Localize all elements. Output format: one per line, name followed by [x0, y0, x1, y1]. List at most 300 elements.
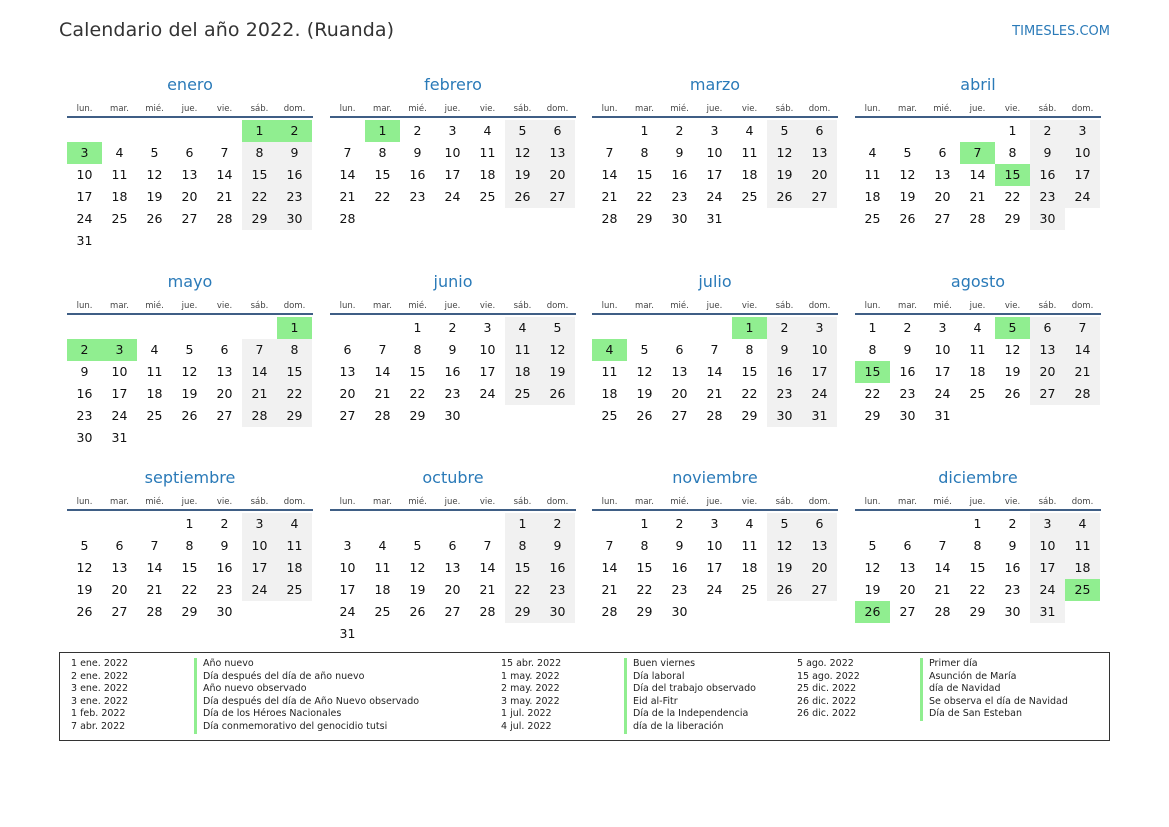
calendar-day: 19	[540, 361, 575, 383]
legend-holiday-name: Día conmemorativo del genocidio tutsi	[194, 721, 387, 734]
calendar-day: 28	[216, 211, 233, 226]
calendar-day: 31	[111, 430, 128, 445]
holiday-day: 2	[67, 339, 102, 361]
legend-date: 5 ago. 2022	[797, 658, 854, 669]
calendar-day: 14	[1065, 339, 1100, 361]
legend-date: 15 ago. 2022	[797, 670, 860, 682]
calendar-day: 19	[899, 189, 916, 204]
empty-cell	[435, 208, 470, 230]
calendar-day: 27	[339, 408, 356, 423]
calendar-day: 4	[483, 123, 492, 138]
calendar-day: 6	[220, 342, 229, 357]
legend-holiday-name: Eid al-Fitr	[624, 696, 678, 709]
calendar-day: 8	[378, 145, 387, 160]
calendar-day: 29	[741, 408, 758, 423]
empty-cell	[890, 120, 925, 142]
weekday-label: vie.	[479, 301, 496, 311]
weekday-label: sáb.	[1038, 301, 1057, 311]
calendar-day: 25	[505, 383, 540, 405]
calendar-day: 31	[802, 405, 837, 427]
day-grid	[67, 513, 313, 623]
empty-cell	[662, 317, 697, 339]
holiday-legend	[59, 652, 1110, 741]
calendar-day: 26	[146, 211, 163, 226]
month-name: marzo	[689, 75, 741, 94]
calendar-day: 5	[767, 120, 802, 142]
calendar-day: 7	[1065, 317, 1100, 339]
calendar-day: 30	[899, 408, 916, 423]
calendar-day: 13	[1030, 339, 1065, 361]
weekday-header	[330, 296, 576, 315]
page-title: Calendario del año 2022. (Ruanda)	[59, 19, 395, 41]
weekday-label: jue.	[444, 104, 461, 114]
calendar-day: 21	[934, 582, 951, 597]
legend-holiday-name: Día después del día de Año Nuevo observado	[194, 696, 419, 709]
calendar-day: 22	[864, 386, 881, 401]
weekday-label: mié.	[145, 301, 164, 311]
calendar-day: 16	[671, 167, 688, 182]
legend-column	[60, 658, 419, 734]
calendar-day: 22	[181, 582, 198, 597]
empty-cell	[925, 513, 960, 535]
weekday-label: lun.	[339, 104, 356, 114]
calendar-day: 26	[767, 579, 802, 601]
calendar-day: 5	[185, 342, 194, 357]
empty-cell	[767, 601, 802, 623]
weekday-label: vie.	[741, 104, 758, 114]
calendar-day: 12	[636, 364, 653, 379]
empty-cell	[365, 317, 400, 339]
legend-date: 4 jul. 2022	[501, 720, 552, 732]
calendar-day: 13	[181, 167, 198, 182]
calendar-day: 21	[601, 189, 618, 204]
calendar-day: 20	[802, 557, 837, 579]
legend-holiday-name: Año nuevo observado	[194, 683, 307, 696]
day-grid	[330, 513, 576, 645]
weekday-label: lun.	[864, 497, 881, 507]
calendar-day: 12	[767, 142, 802, 164]
holiday-day: 2	[277, 120, 312, 142]
calendar-day: 1	[1008, 123, 1017, 138]
calendar-day: 21	[706, 386, 723, 401]
calendar-day: 24	[339, 604, 356, 619]
empty-cell	[400, 208, 435, 230]
calendar-day: 11	[864, 167, 881, 182]
weekday-label: lun.	[864, 301, 881, 311]
weekday-header	[330, 99, 576, 118]
calendar-day: 8	[868, 342, 877, 357]
weekday-header	[855, 492, 1101, 511]
calendar-day: 23	[1030, 186, 1065, 208]
empty-cell	[242, 601, 277, 623]
weekday-label: sáb.	[513, 497, 532, 507]
calendar-day: 5	[767, 513, 802, 535]
empty-cell	[732, 208, 767, 230]
calendar-day: 25	[741, 582, 758, 597]
month-octubre	[330, 466, 576, 645]
calendar-day: 22	[242, 186, 277, 208]
weekday-label: dom.	[283, 104, 306, 114]
holiday-day: 15	[855, 361, 890, 383]
calendar-day: 10	[934, 342, 951, 357]
weekday-label: dom.	[808, 301, 831, 311]
legend-holiday-name: Día después del día de año nuevo	[194, 671, 364, 684]
calendar-day: 29	[181, 604, 198, 619]
calendar-day: 19	[181, 386, 198, 401]
empty-cell	[592, 513, 627, 535]
calendar-day: 22	[374, 189, 391, 204]
legend-date: 25 dic. 2022	[797, 683, 857, 695]
calendar-day: 25	[969, 386, 986, 401]
weekday-label: jue.	[969, 104, 986, 114]
calendar-day: 5	[505, 120, 540, 142]
empty-cell	[172, 427, 207, 449]
calendar-day: 18	[969, 364, 986, 379]
weekday-label: lun.	[339, 301, 356, 311]
calendar-day: 14	[969, 167, 986, 182]
calendar-day: 13	[802, 142, 837, 164]
calendar-day: 10	[111, 364, 128, 379]
calendar-day: 20	[339, 386, 356, 401]
legend-date: 3 ene. 2022	[71, 683, 128, 695]
legend-date: 26 dic. 2022	[797, 708, 857, 720]
calendar-day: 2	[767, 317, 802, 339]
calendar-day: 11	[505, 339, 540, 361]
empty-cell	[207, 427, 242, 449]
calendar-day: 9	[540, 535, 575, 557]
empty-cell	[732, 601, 767, 623]
calendar-day: 6	[448, 538, 457, 553]
weekday-label: lun.	[601, 497, 618, 507]
calendar-day: 15	[636, 560, 653, 575]
weekday-label: vie.	[741, 497, 758, 507]
calendar-day: 15	[374, 167, 391, 182]
day-grid	[855, 120, 1101, 230]
empty-cell	[505, 208, 540, 230]
empty-cell	[400, 623, 435, 645]
calendar-day: 27	[540, 186, 575, 208]
calendar-day: 12	[409, 560, 426, 575]
empty-cell	[470, 405, 505, 427]
empty-cell	[470, 623, 505, 645]
calendar-day: 25	[111, 211, 128, 226]
empty-cell	[365, 208, 400, 230]
calendar-day: 20	[111, 582, 128, 597]
calendar-day: 24	[242, 579, 277, 601]
calendar-day: 28	[969, 211, 986, 226]
weekday-label: vie.	[216, 301, 233, 311]
calendar-day: 7	[343, 145, 352, 160]
weekday-label: sáb.	[250, 301, 269, 311]
day-grid	[330, 317, 576, 427]
calendar-day: 23	[671, 189, 688, 204]
holiday-day: 5	[995, 317, 1030, 339]
empty-cell	[67, 513, 102, 535]
calendar-day: 23	[76, 408, 93, 423]
weekday-label: mié.	[408, 104, 427, 114]
empty-cell	[102, 230, 137, 252]
legend-row	[60, 696, 419, 709]
calendar-day: 30	[1030, 208, 1065, 230]
calendar-day: 27	[802, 186, 837, 208]
calendar-day: 11	[741, 145, 758, 160]
calendar-day: 22	[277, 383, 312, 405]
calendar-day: 31	[339, 626, 356, 641]
calendar-day: 15	[741, 364, 758, 379]
calendar-day: 2	[540, 513, 575, 535]
calendar-day: 8	[185, 538, 194, 553]
empty-cell	[400, 513, 435, 535]
day-grid	[67, 120, 313, 252]
weekday-label: vie.	[479, 104, 496, 114]
calendar-day: 30	[277, 208, 312, 230]
calendar-day: 6	[938, 145, 947, 160]
calendar-day: 19	[636, 386, 653, 401]
calendar-day: 7	[483, 538, 492, 553]
calendar-day: 30	[444, 408, 461, 423]
calendar-day: 18	[277, 557, 312, 579]
weekday-label: jue.	[181, 104, 198, 114]
month-agosto	[855, 270, 1101, 427]
calendar-day: 29	[277, 405, 312, 427]
calendar-day: 26	[540, 383, 575, 405]
calendar-day: 9	[448, 342, 457, 357]
holiday-day: 3	[67, 142, 102, 164]
empty-cell	[855, 120, 890, 142]
calendar-day: 29	[636, 604, 653, 619]
calendar-day: 14	[934, 560, 951, 575]
calendar-day: 6	[1030, 317, 1065, 339]
calendar-day: 31	[76, 233, 93, 248]
calendar-day: 23	[216, 582, 233, 597]
month-marzo	[592, 73, 838, 230]
calendar-day: 7	[710, 342, 719, 357]
weekday-label: vie.	[216, 497, 233, 507]
calendar-day: 10	[76, 167, 93, 182]
weekday-label: mié.	[670, 497, 689, 507]
legend-row	[490, 696, 756, 709]
calendar-day: 26	[409, 604, 426, 619]
empty-cell	[330, 513, 365, 535]
weekday-label: mar.	[373, 497, 392, 507]
empty-cell	[960, 120, 995, 142]
day-grid	[855, 317, 1101, 427]
weekday-label: mar.	[635, 301, 654, 311]
calendar-day: 14	[601, 560, 618, 575]
calendar-day: 16	[671, 560, 688, 575]
calendar-day: 27	[802, 579, 837, 601]
calendar-day: 11	[479, 145, 496, 160]
empty-cell	[960, 405, 995, 427]
weekday-label: mié.	[670, 301, 689, 311]
calendar-day: 5	[903, 145, 912, 160]
weekday-label: dom.	[808, 497, 831, 507]
calendar-day: 22	[741, 386, 758, 401]
calendar-day: 28	[479, 604, 496, 619]
empty-cell	[172, 317, 207, 339]
weekday-label: mié.	[145, 104, 164, 114]
legend-date: 2 may. 2022	[501, 683, 560, 695]
calendar-day: 20	[899, 582, 916, 597]
legend-date: 3 may. 2022	[501, 695, 560, 707]
calendar-day: 27	[216, 408, 233, 423]
calendar-day: 16	[540, 557, 575, 579]
empty-cell	[102, 317, 137, 339]
calendar-day: 20	[934, 189, 951, 204]
empty-cell	[697, 317, 732, 339]
weekday-label: dom.	[283, 301, 306, 311]
calendar-day: 20	[181, 189, 198, 204]
calendar-day: 10	[339, 560, 356, 575]
calendar-day: 30	[216, 604, 233, 619]
calendar-day: 17	[444, 167, 461, 182]
calendar-day: 18	[479, 167, 496, 182]
empty-cell	[172, 120, 207, 142]
empty-cell	[102, 513, 137, 535]
day-grid	[855, 513, 1101, 623]
weekday-label: dom.	[1071, 301, 1094, 311]
legend-holiday-name: Día de la Independencia	[624, 708, 748, 721]
weekday-label: jue.	[444, 497, 461, 507]
weekday-label: vie.	[1004, 104, 1021, 114]
calendar-day: 9	[277, 142, 312, 164]
calendar-day: 19	[1004, 364, 1021, 379]
calendar-day: 4	[378, 538, 387, 553]
legend-date: 3 ene. 2022	[71, 695, 128, 707]
calendar-day: 10	[706, 538, 723, 553]
calendar-day: 24	[706, 582, 723, 597]
calendar-day: 18	[146, 386, 163, 401]
calendar-day: 3	[710, 123, 719, 138]
calendar-day: 16	[1004, 560, 1021, 575]
calendar-day: 2	[1008, 516, 1017, 531]
calendar-day: 17	[706, 167, 723, 182]
calendar-day: 20	[444, 582, 461, 597]
calendar-day: 13	[216, 364, 233, 379]
calendar-day: 28	[1065, 383, 1100, 405]
calendar-day: 3	[1030, 513, 1065, 535]
calendar-day: 15	[409, 364, 426, 379]
calendar-day: 10	[1065, 142, 1100, 164]
calendar-day: 3	[242, 513, 277, 535]
calendar-day: 14	[601, 167, 618, 182]
calendar-day: 5	[150, 145, 159, 160]
empty-cell	[330, 317, 365, 339]
calendar-day: 13	[934, 167, 951, 182]
calendar-day: 16	[767, 361, 802, 383]
empty-cell	[1065, 405, 1100, 427]
holiday-day: 1	[732, 317, 767, 339]
calendar-day: 6	[185, 145, 194, 160]
calendar-day: 28	[242, 405, 277, 427]
empty-cell	[330, 120, 365, 142]
weekday-label: mié.	[933, 104, 952, 114]
calendar-day: 3	[710, 516, 719, 531]
calendar-day: 3	[343, 538, 352, 553]
calendar-day: 14	[374, 364, 391, 379]
weekday-label: lun.	[601, 104, 618, 114]
empty-cell	[1065, 601, 1100, 623]
empty-cell	[592, 317, 627, 339]
month-name: diciembre	[938, 468, 1018, 487]
empty-cell	[505, 405, 540, 427]
calendar-day: 21	[216, 189, 233, 204]
calendar-day: 2	[448, 320, 457, 335]
empty-cell	[995, 405, 1030, 427]
calendar-day: 7	[242, 339, 277, 361]
calendar-day: 14	[146, 560, 163, 575]
calendar-day: 1	[640, 123, 649, 138]
calendar-day: 9	[220, 538, 229, 553]
calendar-day: 9	[1030, 142, 1065, 164]
calendar-day: 23	[540, 579, 575, 601]
calendar-day: 19	[76, 582, 93, 597]
weekday-label: mar.	[373, 301, 392, 311]
calendar-day: 21	[601, 582, 618, 597]
calendar-day: 7	[605, 145, 614, 160]
month-name: julio	[698, 272, 732, 291]
legend-date: 1 feb. 2022	[71, 708, 126, 720]
calendar-day: 16	[444, 364, 461, 379]
calendar-day: 25	[374, 604, 391, 619]
calendar-day: 24	[444, 189, 461, 204]
legend-holiday-name: Año nuevo	[194, 658, 254, 671]
weekday-header	[855, 99, 1101, 118]
weekday-label: jue.	[444, 301, 461, 311]
empty-cell	[207, 230, 242, 252]
calendar-day: 20	[671, 386, 688, 401]
calendar-day: 19	[767, 557, 802, 579]
calendar-day: 1	[413, 320, 422, 335]
month-septiembre	[67, 466, 313, 623]
legend-holiday-name: Se observa el día de Navidad	[920, 696, 1068, 709]
calendar-day: 2	[903, 320, 912, 335]
calendar-day: 21	[374, 386, 391, 401]
calendar-day: 25	[601, 408, 618, 423]
calendar-day: 28	[339, 211, 356, 226]
legend-date: 26 dic. 2022	[797, 695, 857, 707]
calendar-day: 11	[601, 364, 618, 379]
calendar-day: 5	[413, 538, 422, 553]
legend-row	[490, 708, 756, 721]
calendar-day: 17	[339, 582, 356, 597]
calendar-day: 17	[479, 364, 496, 379]
calendar-day: 13	[339, 364, 356, 379]
calendar-day: 15	[969, 560, 986, 575]
empty-cell	[277, 601, 312, 623]
holiday-day: 1	[365, 120, 400, 142]
calendar-day: 2	[675, 123, 684, 138]
calendar-day: 8	[640, 538, 649, 553]
calendar-day: 9	[413, 145, 422, 160]
site-link[interactable]: TIMESLES.COM	[1012, 24, 1110, 39]
calendar-day: 31	[1030, 601, 1065, 623]
empty-cell	[470, 208, 505, 230]
legend-date: 2 ene. 2022	[71, 670, 128, 682]
calendar-day: 9	[80, 364, 89, 379]
calendar-day: 23	[409, 189, 426, 204]
empty-cell	[540, 405, 575, 427]
calendar-day: 27	[899, 604, 916, 619]
calendar-day: 15	[181, 560, 198, 575]
calendar-day: 2	[675, 516, 684, 531]
calendar-day: 11	[741, 538, 758, 553]
empty-cell	[505, 623, 540, 645]
calendar-day: 2	[1030, 120, 1065, 142]
calendar-day: 8	[277, 339, 312, 361]
calendar-day: 13	[802, 535, 837, 557]
calendar-day: 23	[444, 386, 461, 401]
